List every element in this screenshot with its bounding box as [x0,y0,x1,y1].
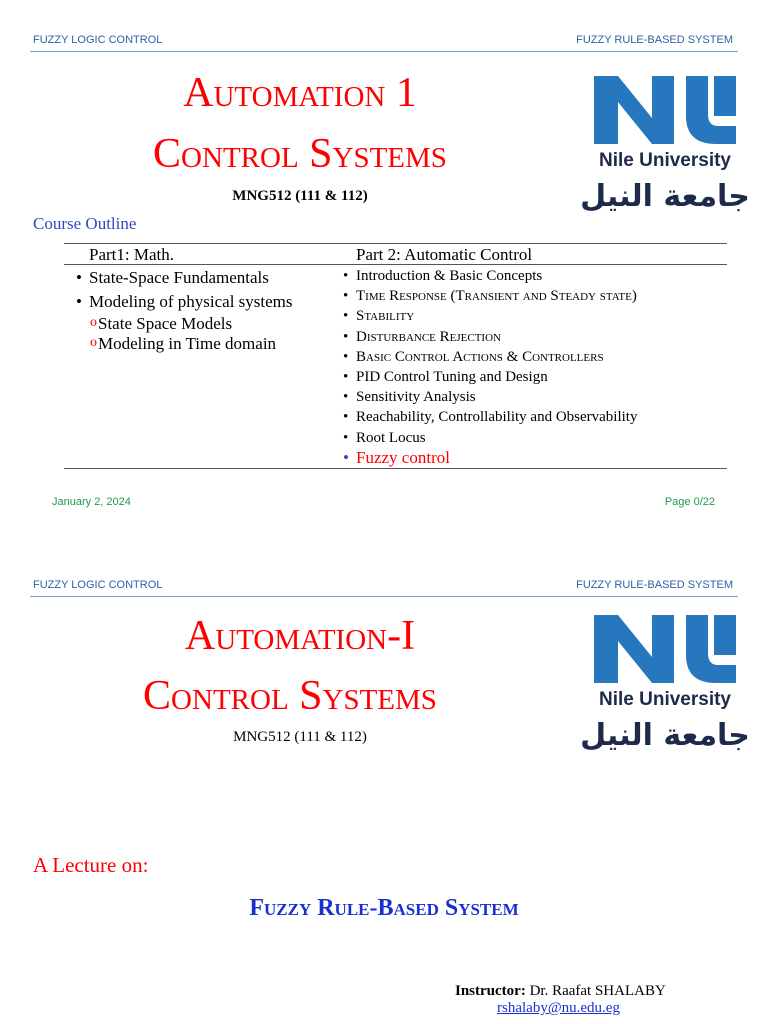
page-header-left: FUZZY LOGIC CONTROL [33,34,163,46]
list-item: • Root Locus [341,428,637,448]
list-item: • Introduction & Basic Concepts [341,266,637,286]
nile-university-logo [580,72,750,214]
instructor-name: Dr. Raafat SHALABY [525,983,666,999]
list-item: • Stability [341,306,637,326]
footer-page-number: Page 0/22 [664,496,715,508]
lecture-topic: Fuzzy Rule-Based System [249,895,519,921]
page-header-right: FUZZY RULE-BASED SYSTEM [576,34,733,46]
list-item: • Sensitivity Analysis [341,387,637,407]
sub-list-container [74,314,293,354]
list-item: • PID Control Tuning and Design [341,367,637,387]
list-item: • Modeling of physical systems [74,290,293,314]
table-bottom-rule [64,468,727,469]
instructor-email-link[interactable]: rshalaby@nu.edu.eg [497,1000,620,1016]
list-item: • Time Response (Transient and Steady state) [341,286,637,306]
page-header-left: FUZZY LOGIC CONTROL [33,579,163,591]
part1-list [74,266,293,354]
page-title-line2: Control Systems [143,673,437,719]
page-header-right: FUZZY RULE-BASED SYSTEM [576,579,733,591]
sub-list-item: o State Space Models [74,314,293,334]
page-title-line1: Automation 1 [183,70,417,116]
part2-list [341,266,637,468]
header-divider [30,596,738,597]
header-divider [30,51,738,52]
page-title-line2: Control Systems [153,131,447,177]
nile-university-logo [580,611,750,753]
logo-text-ar: جامعة النيل [580,718,750,753]
footer-date: January 2, 2024 [52,496,131,508]
part1-heading: Part1: Math. [89,245,174,264]
instructor-line [455,983,666,1000]
page-title-line1: Automation-I [184,613,416,659]
course-code: MNG512 (111 & 112) [232,188,368,204]
list-item: • Reachability, Controllability and Observability [341,407,637,427]
logo-text-en: Nile University [599,689,731,710]
document-page-2 [0,545,768,1024]
part2-heading: Part 2: Automatic Control [356,245,533,264]
table-top-rule [64,243,727,244]
logo-text-ar: جامعة النيل [580,179,750,214]
logo-text-en: Nile University [599,150,731,171]
table-header-rule [64,264,727,265]
list-item: • Disturbance Rejection [341,327,637,347]
part1-sub-list [74,314,293,354]
course-outline-title: Course Outline [33,214,137,233]
lecture-label: A Lecture on: [33,853,149,877]
instructor-label: Instructor: [455,983,526,999]
sub-list-item: o Modeling in Time domain [74,334,293,354]
course-code: MNG512 (111 & 112) [233,729,367,745]
list-item-highlighted: • Fuzzy control [341,448,637,468]
list-item: • State-Space Fundamentals [74,266,293,290]
list-item: • Basic Control Actions & Controllers [341,347,637,367]
